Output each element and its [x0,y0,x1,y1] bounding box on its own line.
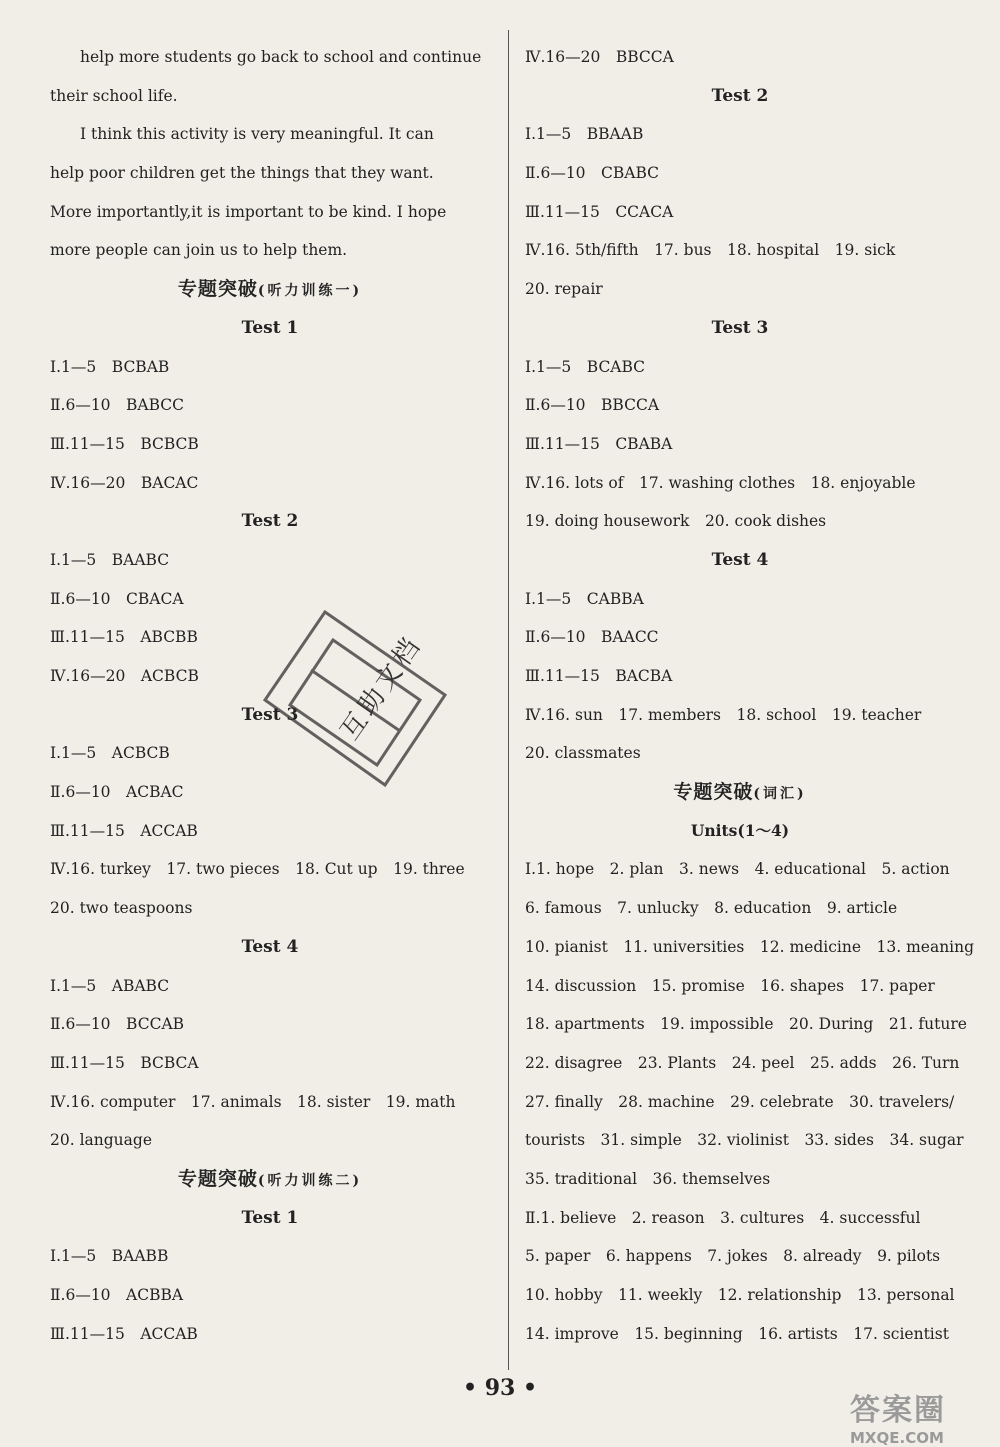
essay-line: I think this activity is very meaningful. It can [80,125,434,144]
answer-line: Ⅲ.11—15 CBABA [525,434,673,453]
answer-line: 27. finally 28. machine 29. celebrate 30. travelers/ [525,1092,955,1111]
answer-line: Ⅳ.16. lots of 17. washing clothes 18. enjoyable [525,473,916,492]
answer-line: 5. paper 6. happens 7. jokes 8. already 9. pilots [525,1247,941,1266]
answer-line: Ⅱ.6—10 CBABC [525,164,660,183]
watermark-logo [850,1385,990,1447]
column-divider [508,30,509,1370]
page-number: • 93 • [462,1375,538,1401]
section-title-vocabulary: 专题突破(词汇) [673,781,807,804]
answer-line: tourists 31. simple 32. violinist 33. sides 34. sugar [525,1131,964,1150]
answer-line: 22. disagree 23. Plants 24. peel 25. adds 26. Turn [525,1053,960,1072]
answer-line: Ⅱ.6—10 ACBAC [50,783,184,802]
answer-line: Ⅰ.1—5 BCBAB [50,357,170,376]
test-title: Test 3 [241,704,299,725]
answer-line: Ⅱ.6—10 BCCAB [50,1015,185,1034]
answer-line: Ⅲ.11—15 ABCBB [50,628,198,647]
answer-line: Ⅰ.1—5 BAABC [50,550,170,569]
answer-line: Ⅱ.6—10 CBACA [50,589,184,608]
essay-line: more people can join us to help them. [50,241,348,260]
answer-line: Ⅳ.16. 5th/fifth 17. bus 18. hospital 19. sick [525,241,896,260]
answer-line: Ⅰ.1—5 ABABC [50,976,170,995]
answer-line: 10. hobby 11. weekly 12. relationship 13. personal [525,1286,955,1304]
section-title-listening-1: 专题突破(听力训练一) [177,278,363,301]
test-title: Test 2 [711,85,769,106]
answer-line: Ⅰ.1—5 ACBCB [50,744,170,763]
answer-line: 35. traditional 36. themselves [525,1169,771,1188]
stamp-text: 互助文档 [334,630,429,746]
answer-line: 20. repair [525,280,603,299]
essay-line: help poor children get the things that they want. [50,164,434,183]
answer-line: Ⅱ.6—10 ACBBA [50,1286,184,1304]
answer-line: Ⅲ.11—15 BCBCA [50,1053,199,1072]
answer-line: Ⅳ.16. computer 17. animals 18. sister 19. math [50,1092,456,1111]
watermark-bottom: MXQE.COM [850,1429,944,1447]
test-title: Test 4 [241,936,299,957]
answer-line: 18. apartments 19. impossible 20. During 21. future [525,1015,967,1034]
answer-line: 20. two teaspoons [50,899,193,918]
answer-line: 6. famous 7. unlucky 8. education 9. article [525,899,898,918]
answer-line: Ⅰ.1—5 BAABB [50,1247,169,1266]
test-title: Test 2 [241,511,299,532]
watermark-top: 答案圈 [850,1393,946,1428]
answer-line: Ⅰ.1—5 CABBA [525,589,644,608]
answer-line: 20. language [50,1131,152,1150]
answer-line: Ⅳ.16—20 BBCCA [525,48,674,66]
answer-line: Ⅲ.11—15 ACCAB [50,821,198,840]
essay-line: help more students go back to school and continue [80,48,482,66]
test-title: Test 1 [241,317,299,338]
test-title: Test 1 [241,1207,299,1228]
section-title-listening-2: 专题突破(听力训练二) [177,1167,363,1190]
answer-line: Ⅳ.16. turkey 17. two pieces 18. Cut up 19. three [50,860,465,879]
answer-line: Ⅱ.6—10 BAACC [525,628,659,647]
answer-line: Ⅰ.1—5 BBAAB [525,125,644,144]
essay-line: More importantly,it is important to be kind. I hope [50,202,447,221]
answer-line: 10. pianist 11. universities 12. medicine 13. meaning [525,937,975,956]
answer-line: Ⅲ.11—15 BCBCB [50,434,199,453]
answer-line: Ⅰ.1. hope 2. plan 3. news 4. educational 5. action [525,860,950,879]
answer-line: 14. discussion 15. promise 16. shapes 17. paper [525,976,935,995]
answer-line: Ⅲ.11—15 ACCAB [50,1324,198,1343]
units-title: Units(1～4) [690,820,790,840]
answer-line: Ⅱ.6—10 BBCCA [525,396,660,415]
right-column [525,38,975,1353]
answer-line: 14. improve 15. beginning 16. artists 17. scientist [525,1324,949,1343]
answer-line: Ⅱ.1. believe 2. reason 3. cultures 4. successful [525,1208,921,1227]
answer-line: Ⅰ.1—5 BCABC [525,357,646,376]
essay-line: their school life. [50,86,178,105]
answer-line: Ⅲ.11—15 BACBA [525,667,673,685]
answer-line: Ⅳ.16—20 ACBCB [50,667,199,685]
test-title: Test 3 [711,317,769,338]
test-title: Test 4 [711,549,769,570]
answer-line: 20. classmates [525,744,641,763]
answer-line: Ⅳ.16. sun 17. members 18. school 19. teacher [525,705,922,724]
answer-line: 19. doing housework 20. cook dishes [525,512,827,531]
answer-line: Ⅲ.11—15 CCACA [525,202,674,221]
answer-line: Ⅱ.6—10 BABCC [50,396,185,415]
answer-line: Ⅳ.16—20 BACAC [50,473,199,492]
